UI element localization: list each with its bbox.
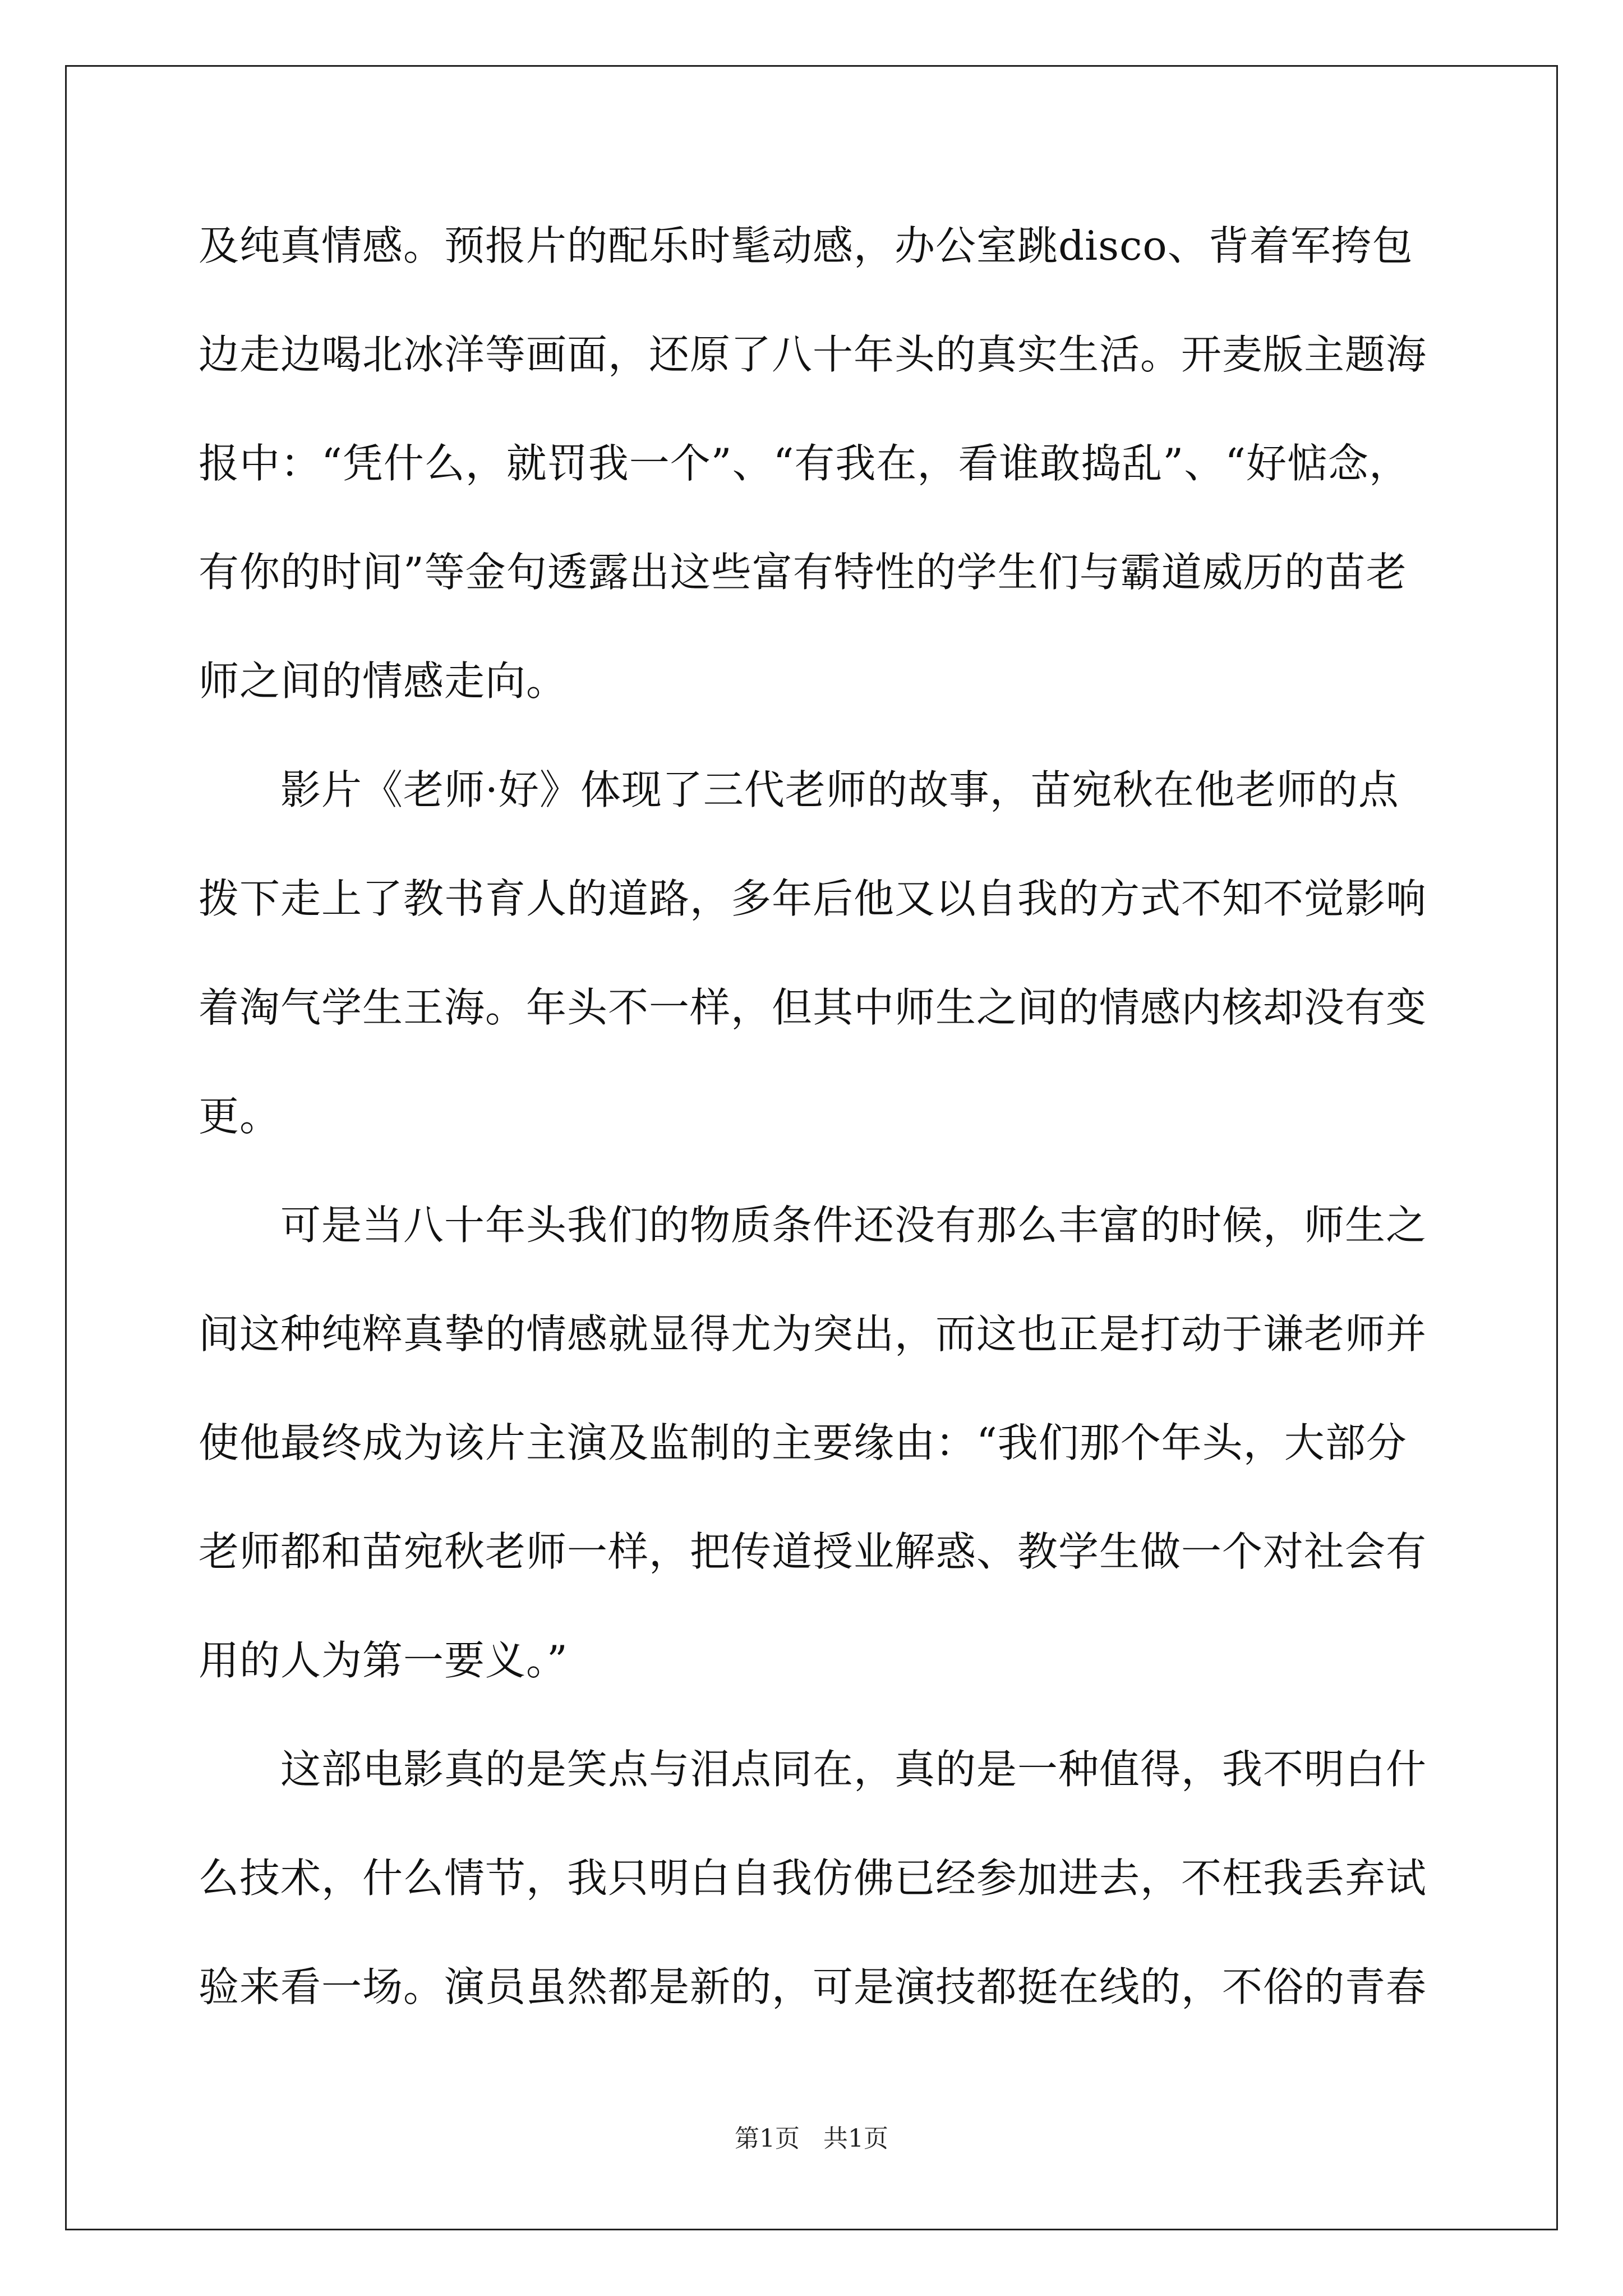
paragraph-2-line-4: 更。	[199, 1093, 281, 1140]
paragraph-4-line-2: 么技术，什么情节，我只明白自我仿佛已经参加进去，不枉我丢弃试	[199, 1855, 1427, 1902]
paragraph-2-line-1: 影片《老师·好》体现了三代老师的故事，苗宛秋在他老师的点	[280, 766, 1399, 813]
paragraph-1-line-5: 师之间的情感走向。	[199, 657, 568, 705]
paragraph-3-line-2: 间这种纯粹真挚的情感就显得尤为突出，而这也正是打动于谦老师并	[199, 1310, 1427, 1358]
page-number-current: 第1页	[735, 2124, 800, 2153]
page-number-total: 共1页	[823, 2124, 888, 2153]
paragraph-1-line-2: 边走边喝北冰洋等画面，还原了八十年头的真实生活。开麦版主题海	[199, 331, 1427, 378]
paragraph-3-line-1: 可是当八十年头我们的物质条件还没有那么丰富的时候，师生之	[280, 1202, 1427, 1249]
paragraph-3-line-5: 用的人为第一要义。”	[199, 1637, 568, 1684]
paragraph-1-line-1: 及纯真情感。预报片的配乐时髦动感，办公室跳disco、背着军挎包	[199, 222, 1413, 269]
paragraph-3-line-4: 老师都和苗宛秋老师一样，把传道授业解惑、教学生做一个对社会有	[199, 1528, 1427, 1575]
page-footer	[0, 2122, 1623, 2156]
paragraph-4-line-1: 这部电影真的是笑点与泪点同在，真的是一种值得，我不明白什	[280, 1746, 1427, 1793]
paragraph-3-line-3: 使他最终成为该片主演及监制的主要缘由：“我们那个年头，大部分	[199, 1419, 1407, 1466]
paragraph-1-line-4: 有你的时间”等金句透露出这些富有特性的学生们与霸道威历的苗老	[199, 549, 1407, 596]
paragraph-2-line-2: 拨下走上了教书育人的道路，多年后他又以自我的方式不知不觉影响	[199, 875, 1427, 922]
paragraph-2-line-3: 着淘气学生王海。年头不一样，但其中师生之间的情感内核却没有变	[199, 984, 1427, 1031]
paragraph-4-line-3: 验来看一场。演员虽然都是新的，可是演技都挺在线的，不俗的青春	[199, 1963, 1427, 2010]
paragraph-1-line-3: 报中：“凭什么，就罚我一个”、“有我在，看谁敢捣乱”、“好惦念，	[199, 440, 1410, 487]
